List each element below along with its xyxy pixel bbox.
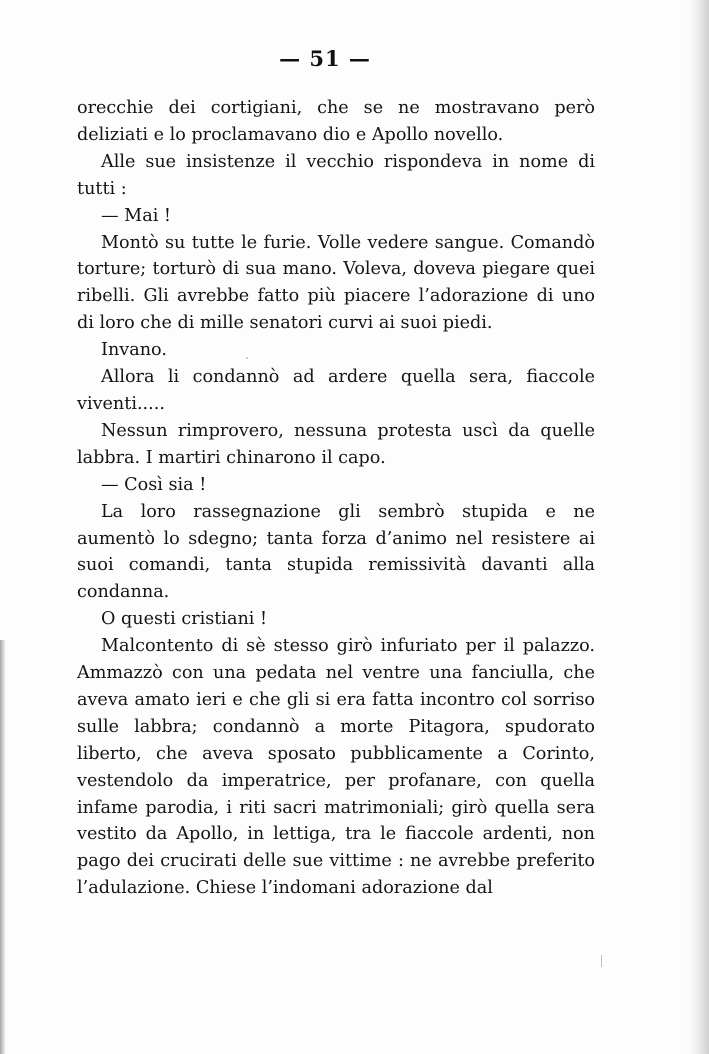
paragraph-7: Nessun rimprovero, nessuna protesta uscì da quelle labbra. I martiri chinarono il capo.: [77, 420, 595, 468]
paragraph-1: orecchie dei cortigiani, che se ne mostravano però deliziati e lo proclamavano dio e Apollo novello.: [77, 98, 595, 145]
paragraph-2: Alle sue insistenze il vecchio rispondeva in nome di tutti :: [77, 151, 595, 199]
scan-speck: [246, 357, 248, 359]
page-number: — 51 —: [279, 46, 371, 71]
page-edge-shadow-right: [687, 0, 709, 1054]
paragraph-6: Allora li condannò ad ardere quella sera, fiaccole viventi.....: [77, 367, 595, 414]
body-text: [77, 95, 595, 902]
paragraph-11: Malcontento di sè stesso girò infuriato per il palazzo. Ammazzò con una pedata nel ventre una fanciulla, che aveva amato ieri e che gli si era fatta incontro col sorriso sulle labbra; condannò a morte Pitagora, spudorato liberto, che aveva sposato pubblicamente a Corinto, vestendolo da imperatrice, per profanare, con quella infame parodia, i riti sacri matrimoniali; girò quella sera vestito da Apollo, in lettiga, tra le fiaccole ardenti, non pago dei crucirati delle sue vittime : ne avrebbe preferito l’adulazione. Chiese l’indomani adorazione dal: [77, 636, 595, 899]
paragraph-8: — Così sia !: [101, 474, 207, 495]
scan-speck: [400, 648, 402, 652]
paragraph-3: — Mai !: [101, 205, 171, 226]
page-edge-shadow-left: [0, 640, 6, 1054]
paragraph-10: O questi cristiani !: [101, 609, 268, 630]
paragraph-9: La loro rassegnazione gli sembrò stupida e ne aumentò lo sdegno; tanta forza d’animo nel resistere ai suoi comandi, tanta stupida remissività davanti alla condanna.: [77, 501, 595, 603]
paragraph-4: Montò su tutte le furie. Volle vedere sangue. Comandò torture; torturò di sua mano. Voleva, doveva piegare quei ribelli. Gli avrebbe fatto più piacere l’adorazione di uno di loro che di mille senatori curvi ai suoi piedi.: [77, 232, 595, 334]
scan-speck: [601, 955, 602, 967]
paragraph-5: Invano.: [101, 340, 167, 361]
